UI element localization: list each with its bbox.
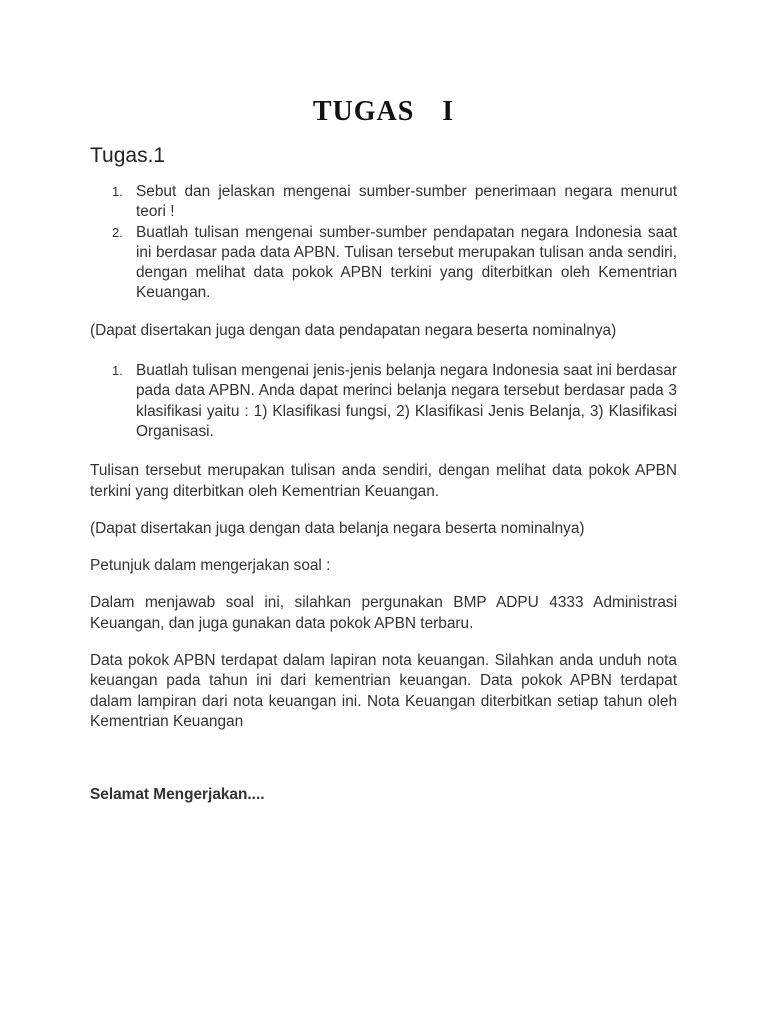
paragraph-tulisan: Tulisan tersebut merupakan tulisan anda sendiri, dengan melihat data pokok APBN terkini yang diterbitkan oleh Kementrian Keuangan. <box>90 462 677 500</box>
closing-text: Selamat Mengerjakan.... <box>90 786 265 804</box>
list-item <box>90 182 677 223</box>
list-item-number: 1. <box>112 363 123 379</box>
note-belanja: (Dapat disertakan juga dengan data belanja negara beserta nominalnya) <box>90 519 585 537</box>
document-title: TUGAS I <box>312 96 455 127</box>
list-item-text: Buatlah tulisan mengenai sumber-sumber pendapatan negara Indonesia saat ini berdasar pada data APBN. Tulisan tersebut merupakan tulisan anda sendiri, dengan melihat data pokok APBN terkini yang diterbitkan oleh Kementrian Keuangan. <box>136 223 677 302</box>
list-item <box>90 361 677 442</box>
list-item-text: Buatlah tulisan mengenai jenis-jenis belanja negara Indonesia saat ini berdasar pada data APBN. Anda dapat merinci belanja negara tersebut berdasar pada 3 klasifikasi yaitu : 1) Klasifikasi fungsi, 2) Klasifikasi Jenis Belanja, 3) Klasifikasi Organisasi. <box>136 362 677 440</box>
list-item-text: Sebut dan jelaskan mengenai sumber-sumber penerimaan negara menurut teori ! <box>136 183 677 221</box>
list-item-number: 1. <box>112 184 123 199</box>
list-item <box>90 223 677 304</box>
paragraph-bmp: Dalam menjawab soal ini, silahkan pergunakan BMP ADPU 4333 Administrasi Keuangan, dan juga gunakan data pokok APBN terbaru. <box>90 594 677 632</box>
task-list-1 <box>90 182 677 304</box>
list-item-number: 2. <box>112 224 123 240</box>
document-content <box>90 96 677 804</box>
task-list-2 <box>90 361 677 442</box>
paragraph-data-pokok: Data pokok APBN terdapat dalam lapiran nota keuangan. Silahkan anda unduh nota keuangan pada tahun ini dari kementrian keuangan. Data pokok APBN terdapat dalam lampiran dari nota keuangan ini. Nota Keuangan diterbitkan setiap tahun oleh Kementrian Keuangan <box>90 652 677 730</box>
instructions-heading: Petunjuk dalam mengerjakan soal : <box>90 557 331 575</box>
note-pendapatan: (Dapat disertakan juga dengan data pendapatan negara beserta nominalnya) <box>90 321 617 339</box>
section-title: Tugas.1 <box>90 144 166 167</box>
